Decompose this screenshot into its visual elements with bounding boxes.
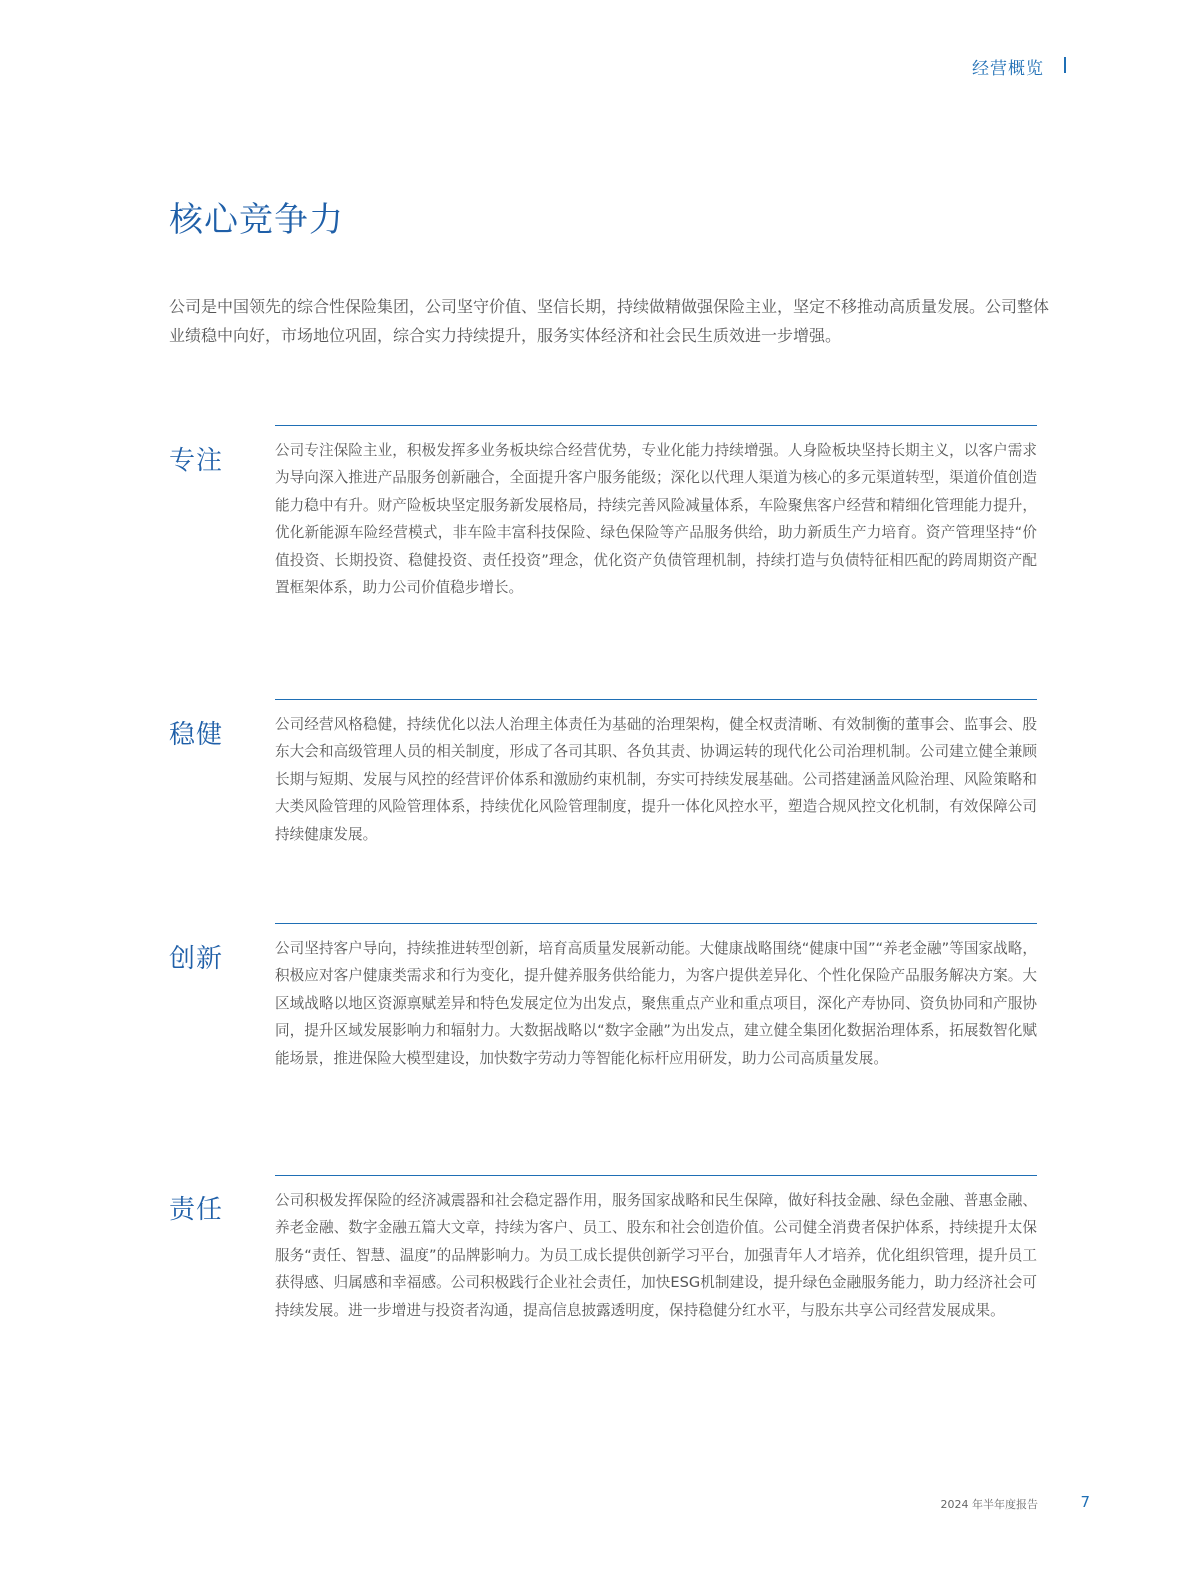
intro-paragraph: 公司是中国领先的综合性保险集团，公司坚守价值、坚信长期，持续做精做强保险主业，坚定不移推动高质量发展。公司整体业绩稳中向好，市场地位巩固，综合实力持续提升，服务实体经济和社会民生质效进一步增强。 (169, 297, 1050, 345)
pillar-heading-stability: 稳健 (169, 720, 224, 750)
page-title: 核心竞争力 (169, 200, 344, 240)
pillar-text-stability: 公司经营风格稳健，持续优化以法人治理主体责任为基础的治理架构，健全权责清晰、有效制衡的董事会、监事会、股东大会和高级管理人员的相关制度，形成了各司其职、各负其责、协调运转的现代化公司治理机制。公司建立健全兼顾长期与短期、发展与风控的经营评价体系和激励约束机制，夯实可持续发展基础。公司搭建涵盖风险治理、风险策略和大类风险管理的风险管理体系，持续优化风险管理制度，提升一体化风控水平，塑造合规风控文化机制，有效保障公司持续健康发展。 (275, 716, 1037, 843)
pillar-divider (275, 699, 1037, 700)
pillar-text-responsibility: 公司积极发挥保险的经济减震器和社会稳定器作用，服务国家战略和民生保障，做好科技金融、绿色金融、普惠金融、养老金融、数字金融五篇大文章，持续为客户、员工、股东和社会创造价值。公司健全消费者保护体系，持续提升太保服务“责任、智慧、温度”的品牌影响力。为员工成长提供创新学习平台，加强青年人才培养，优化组织管理，提升员工获得感、归属感和幸福感。公司积极践行企业社会责任，加快ESG机制建设，提升绿色金融服务能力，助力经济社会可持续发展。进一步增进与投资者沟通，提高信息披露透明度，保持稳健分红水平，与股东共享公司经营发展成果。 (275, 1192, 1037, 1319)
pillar-divider (275, 1175, 1037, 1176)
pillar-text-innovation: 公司坚持客户导向，持续推进转型创新，培育高质量发展新动能。大健康战略围绕“健康中国”“养老金融”等国家战略，积极应对客户健康类需求和行为变化，提升健养服务供给能力，为客户提供差异化、个性化保险产品服务解决方案。大区域战略以地区资源禀赋差异和特色发展定位为出发点，聚焦重点产业和重点项目，深化产寿协同、资负协同和产服协同，提升区域发展影响力和辐射力。大数据战略以“数字金融”为出发点，建立健全集团化数据治理体系，拓展数智化赋能场景，推进保险大模型建设，加快数字劳动力等智能化标杆应用研发，助力公司高质量发展。 (275, 940, 1037, 1067)
pillar-divider (275, 425, 1037, 426)
pillar-text-focus: 公司专注保险主业，积极发挥多业务板块综合经营优势，专业化能力持续增强。人身险板块坚持长期主义，以客户需求为导向深入推进产品服务创新融合，全面提升客户服务能级；深化以代理人渠道为核心的多元渠道转型，渠道价值创造能力稳中有升。财产险板块坚定服务新发展格局，持续完善风险减量体系，车险聚焦客户经营和精细化管理能力提升，优化新能源车险经营模式，非车险丰富科技保险、绿色保险等产品服务供给，助力新质生产力培育。资产管理坚持“价值投资、长期投资、稳健投资、责任投资”理念，优化资产负债管理机制，持续打造与负债特征相匹配的跨周期资产配置框架体系，助力公司价值稳步增长。 (275, 442, 1037, 597)
pillar-heading-innovation: 创新 (169, 944, 224, 974)
pillar-divider (275, 923, 1037, 924)
pillar-heading-focus: 专注 (169, 446, 224, 476)
page-number: 7 (1080, 1493, 1090, 1511)
footer-report-title: 2024 年半年度报告 (940, 1498, 1038, 1511)
section-header: 经营概览 (972, 59, 1044, 79)
header-divider (1064, 57, 1066, 73)
pillar-heading-responsibility: 责任 (169, 1195, 224, 1225)
